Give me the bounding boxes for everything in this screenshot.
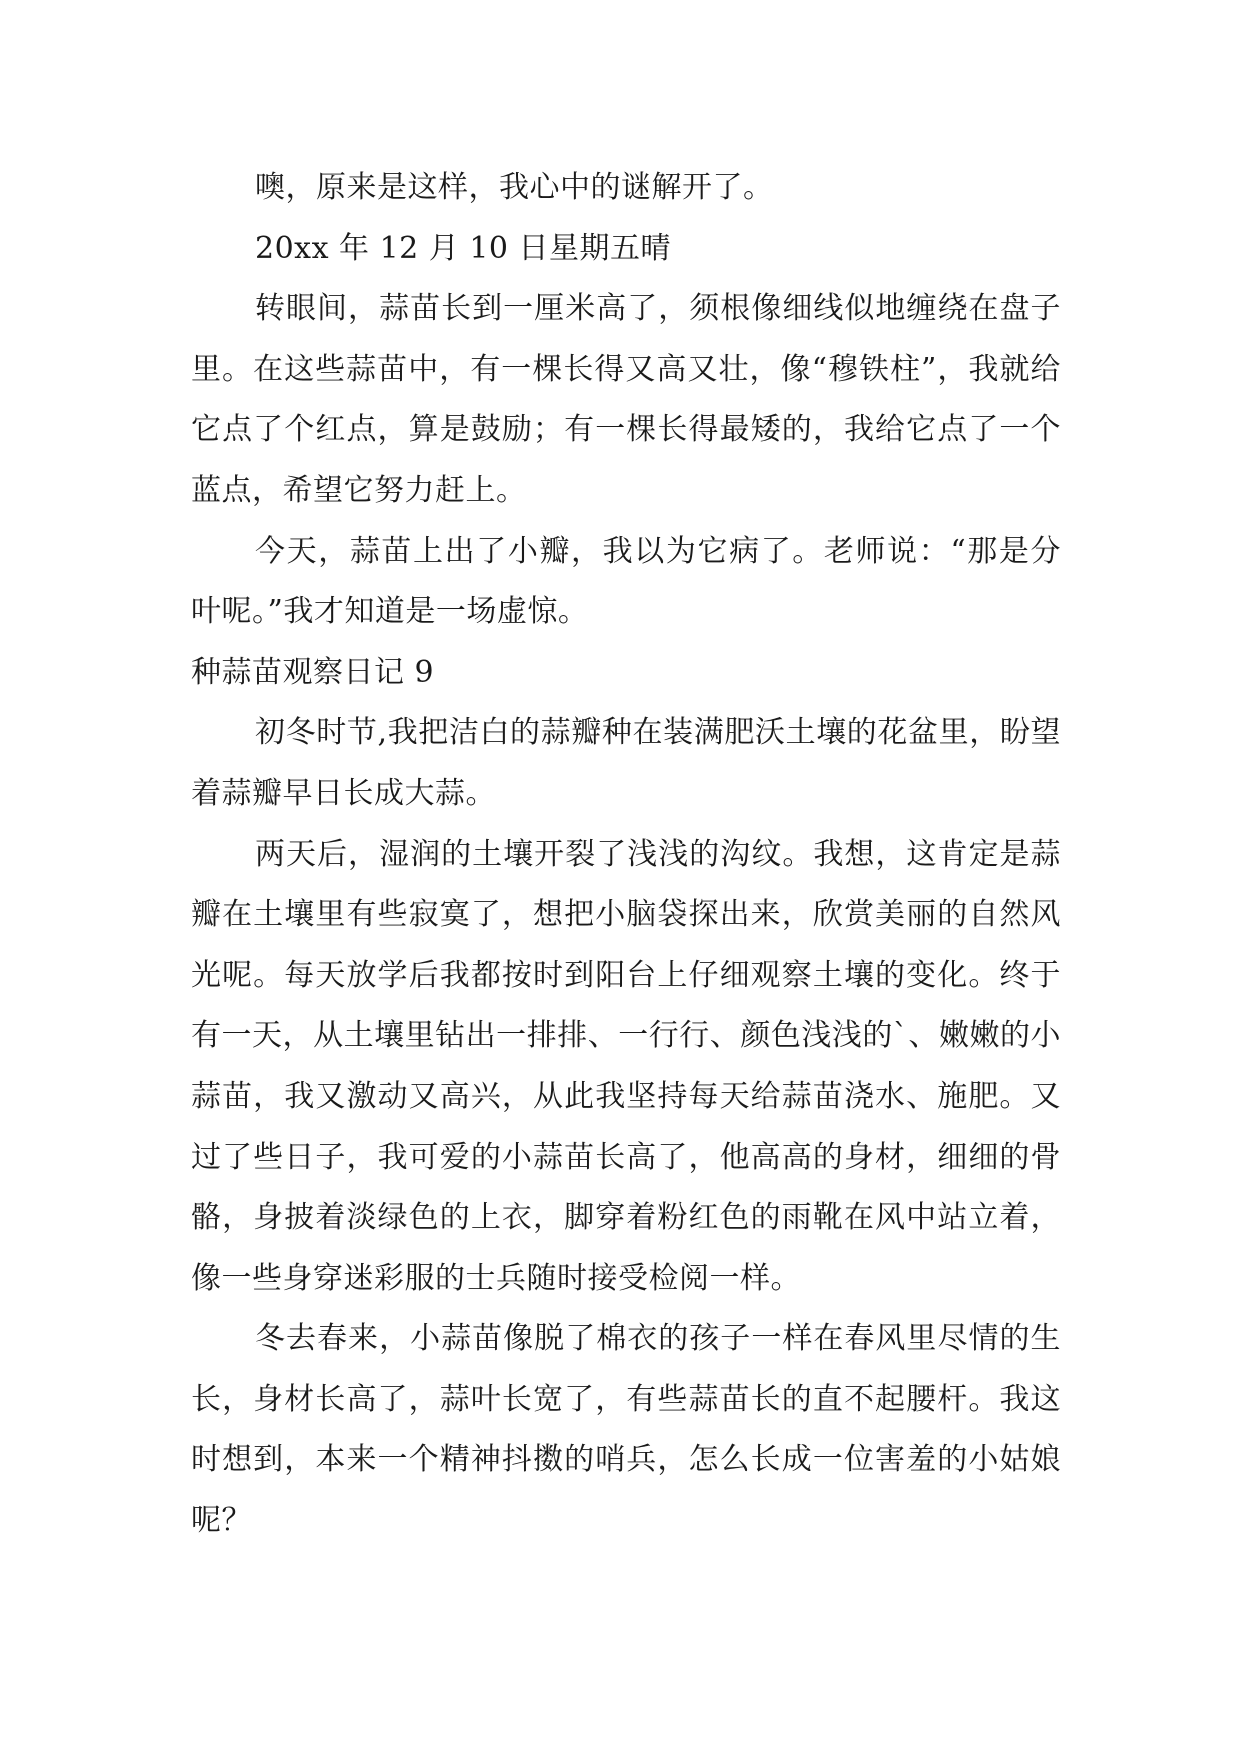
date-line: 20xx 年 12 月 10 日星期五晴: [255, 230, 672, 266]
paragraph: 初冬时节,我把洁白的蒜瓣种在装满肥沃土壤的花盆里，盼望着蒜瓣早日长成大蒜。: [191, 715, 1061, 811]
section-heading: 种蒜苗观察日记 9: [191, 654, 435, 690]
paragraph: 今天，蒜苗上出了小瓣，我以为它病了。老师说：“那是分叶呢。”我才知道是一场虚惊。: [191, 533, 1061, 630]
document-body: [191, 158, 1061, 1552]
paragraph: 冬去春来，小蒜苗像脱了棉衣的孩子一样在春风里尽情的生长，身材长高了，蒜叶长宽了，有些蒜苗长的直不起腰杆。我这时想到，本来一个精神抖擞的哨兵，怎么长成一位害羞的小姑娘呢？: [191, 1321, 1061, 1539]
paragraph: 噢，原来是这样，我心中的谜解开了。: [255, 170, 774, 205]
paragraph: 两天后，湿润的土壤开裂了浅浅的沟纹。我想，这肯定是蒜瓣在土壤里有些寂寞了，想把小脑袋探出来，欣赏美丽的自然风光呢。每天放学后我都按时到阳台上仔细观察土壤的变化。终于有一天，从土壤里钻出一排排、一行行、颜色浅浅的`、嫩嫩的小蒜苗，我又激动又高兴，从此我坚持每天给蒜苗浇水、施肥。又过了些日子，我可爱的小蒜苗长高了，他高高的身材，细细的骨骼，身披着淡绿色的上衣，脚穿着粉红色的雨靴在风中站立着，像一些身穿迷彩服的士兵随时接受检阅一样。: [191, 836, 1061, 1296]
paragraph: 转眼间，蒜苗长到一厘米高了，须根像细线似地缠绕在盘子里。在这些蒜苗中，有一棵长得又高又壮，像“穆铁柱”，我就给它点了个红点，算是鼓励；有一棵长得最矮的，我给它点了一个蓝点，希望它努力赶上。: [191, 291, 1061, 508]
